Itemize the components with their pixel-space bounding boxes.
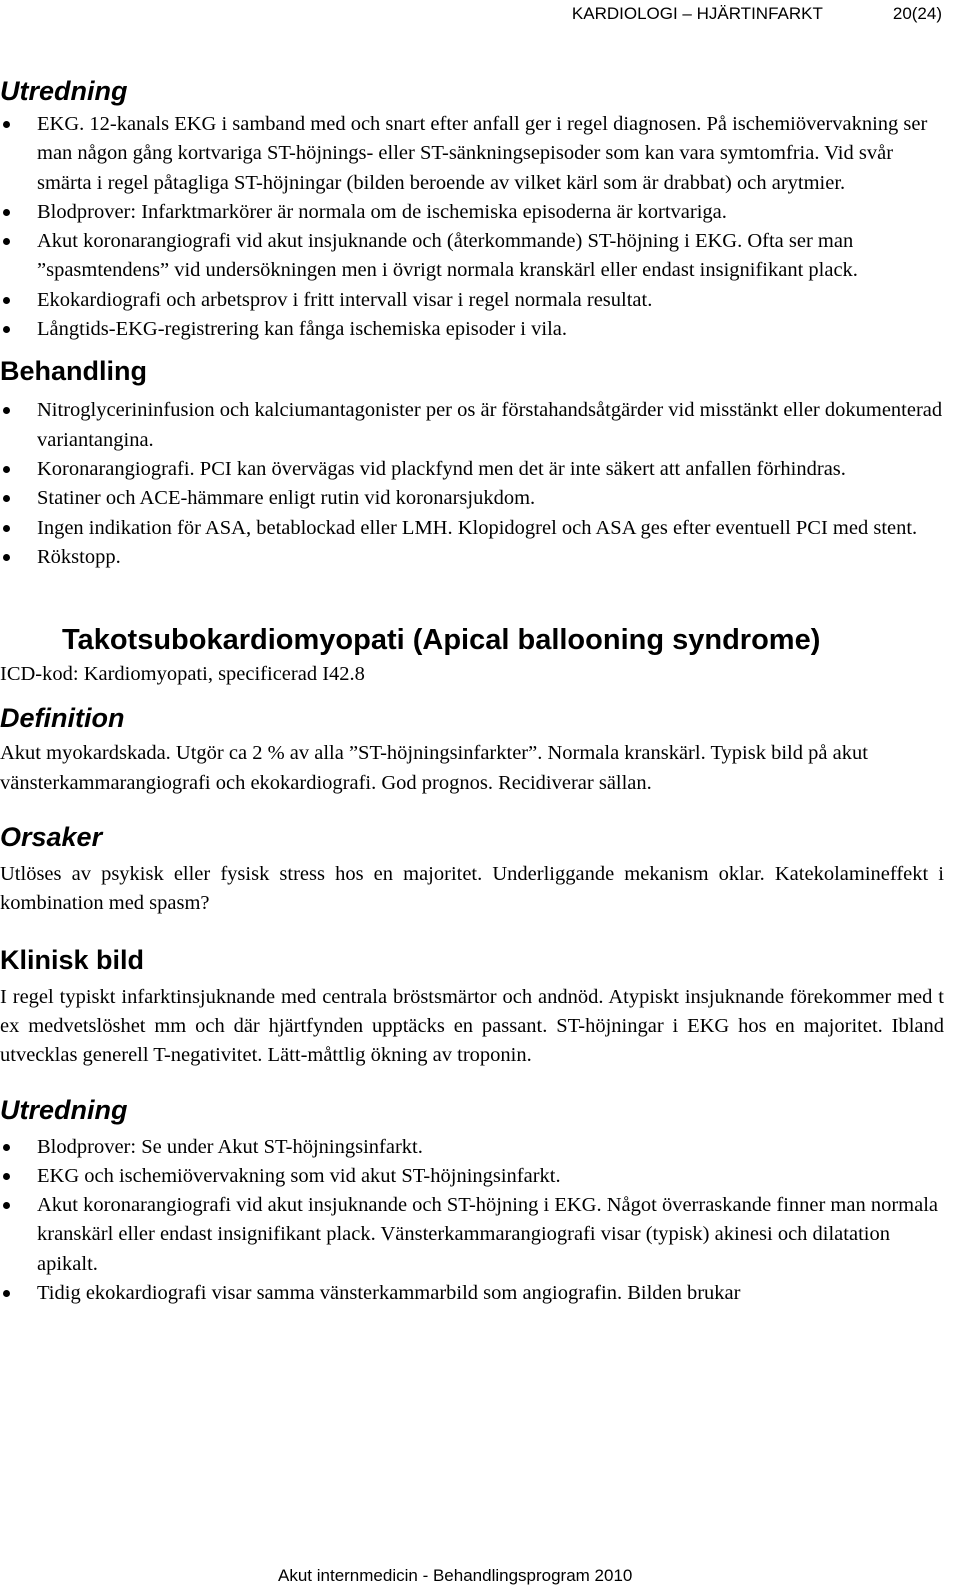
list-item: Nitroglycerininfusion och kalciumantagonister per os är förstahandsåtgärder vid misstänkt eller dokumenterad variantangina. xyxy=(0,396,944,455)
causes-text: Utlöses av psykisk eller fysisk stress hos en majoritet. Underliggande mekanism oklar. Katekolamineffekt i kombination med spasm? xyxy=(0,863,944,915)
takotsubo-utredning-list xyxy=(0,1133,944,1309)
list-item: EKG och ischemiövervakning som vid akut ST-höjningsinfarkt. xyxy=(0,1162,944,1191)
utredning-list xyxy=(0,110,944,344)
heading-orsaker: Orsaker xyxy=(0,822,103,853)
heading-klinisk-bild: Klinisk bild xyxy=(0,944,145,975)
list-item: Akut koronarangiografi vid akut insjuknande och (återkommande) ST-höjning i EKG. Ofta ser man ”spasmtendens” vid undersökningen men i övrigt normala kranskärl eller endast insignifikant plack. xyxy=(0,227,944,286)
behandling-list xyxy=(0,396,944,572)
list-item: Ingen indikation för ASA, betablockad eller LMH. Klopidogrel och ASA ges efter eventuell PCI med stent. xyxy=(0,514,944,543)
list-item: Statiner och ACE-hämmare enligt rutin vid koronarsjukdom. xyxy=(0,484,944,513)
takotsubo-title: Takotsubokardiomyopati (Apical ballooning syndrome) xyxy=(62,624,821,657)
running-header xyxy=(0,4,942,24)
running-footer: Akut internmedicin - Behandlingsprogram 2010 xyxy=(278,1566,633,1585)
heading-utredning: Utredning xyxy=(0,76,128,106)
list-item: Blodprover: Infarktmarkörer är normala om de ischemiska episoderna är kortvariga. xyxy=(0,198,944,227)
definition-text: Akut myokardskada. Utgör ca 2 % av alla ”ST-höjningsinfarkter”. Normala kranskärl. Typisk bild på akut vänsterkammarangiografi och ekokardiografi. God prognos. Recidiverar sällan. xyxy=(0,742,868,794)
header-page-number: 20(24) xyxy=(892,4,942,23)
heading-utredning-takotsubo: Utredning xyxy=(0,1094,128,1125)
list-item: Akut koronarangiografi vid akut insjuknande och ST-höjning i EKG. Något överraskande finner man normala kranskärl eller endast insignifikant plack. Vänsterkammarangiografi visar (typisk) akinesi och dilatation apikalt. xyxy=(0,1191,944,1279)
list-item: Tidig ekokardiografi visar samma vänsterkammarbild som angiografin. Bilden brukar xyxy=(0,1279,944,1308)
list-item: Blodprover: Se under Akut ST-höjningsinfarkt. xyxy=(0,1133,944,1162)
list-item: Rökstopp. xyxy=(0,543,944,572)
page-content xyxy=(0,74,944,1308)
header-chapter: KARDIOLOGI – HJÄRTINFARKT xyxy=(571,4,823,23)
list-item: Långtids-EKG-registrering kan fånga ischemiska episoder i vila. xyxy=(0,315,944,344)
icd-code: ICD-kod: Kardiomyopati, specificerad I42.8 xyxy=(0,663,365,686)
heading-behandling: Behandling xyxy=(0,356,147,387)
list-item: Koronarangiografi. PCI kan övervägas vid plackfynd men det är inte säkert att anfallen förhindras. xyxy=(0,455,944,484)
clinical-text: I regel typiskt infarktinsjuknande med centrala bröstsmärtor och andnöd. Atypiskt insjuknande förekommer med t ex medvetslöshet mm och där hjärtfynden upptäcks en passant. ST-höjningar i EKG hos en majoritet. Ibland utvecklas generell T-negativitet. Lätt-måttlig ökning av troponin. xyxy=(0,985,944,1067)
heading-definition: Definition xyxy=(0,703,125,734)
list-item: EKG. 12-kanals EKG i samband med och snart efter anfall ger i regel diagnosen. På ischemiövervakning ser man någon gång kortvariga ST-höjnings- eller ST-sänkningsepisoder som kan vara symtomfria. Vid svår smärta i regel påtagliga ST-höjningar (bilden beroende av vilket kärl som är drabbat) och arytmier. xyxy=(0,110,944,198)
list-item: Ekokardiografi och arbetsprov i fritt intervall visar i regel normala resultat. xyxy=(0,286,944,315)
